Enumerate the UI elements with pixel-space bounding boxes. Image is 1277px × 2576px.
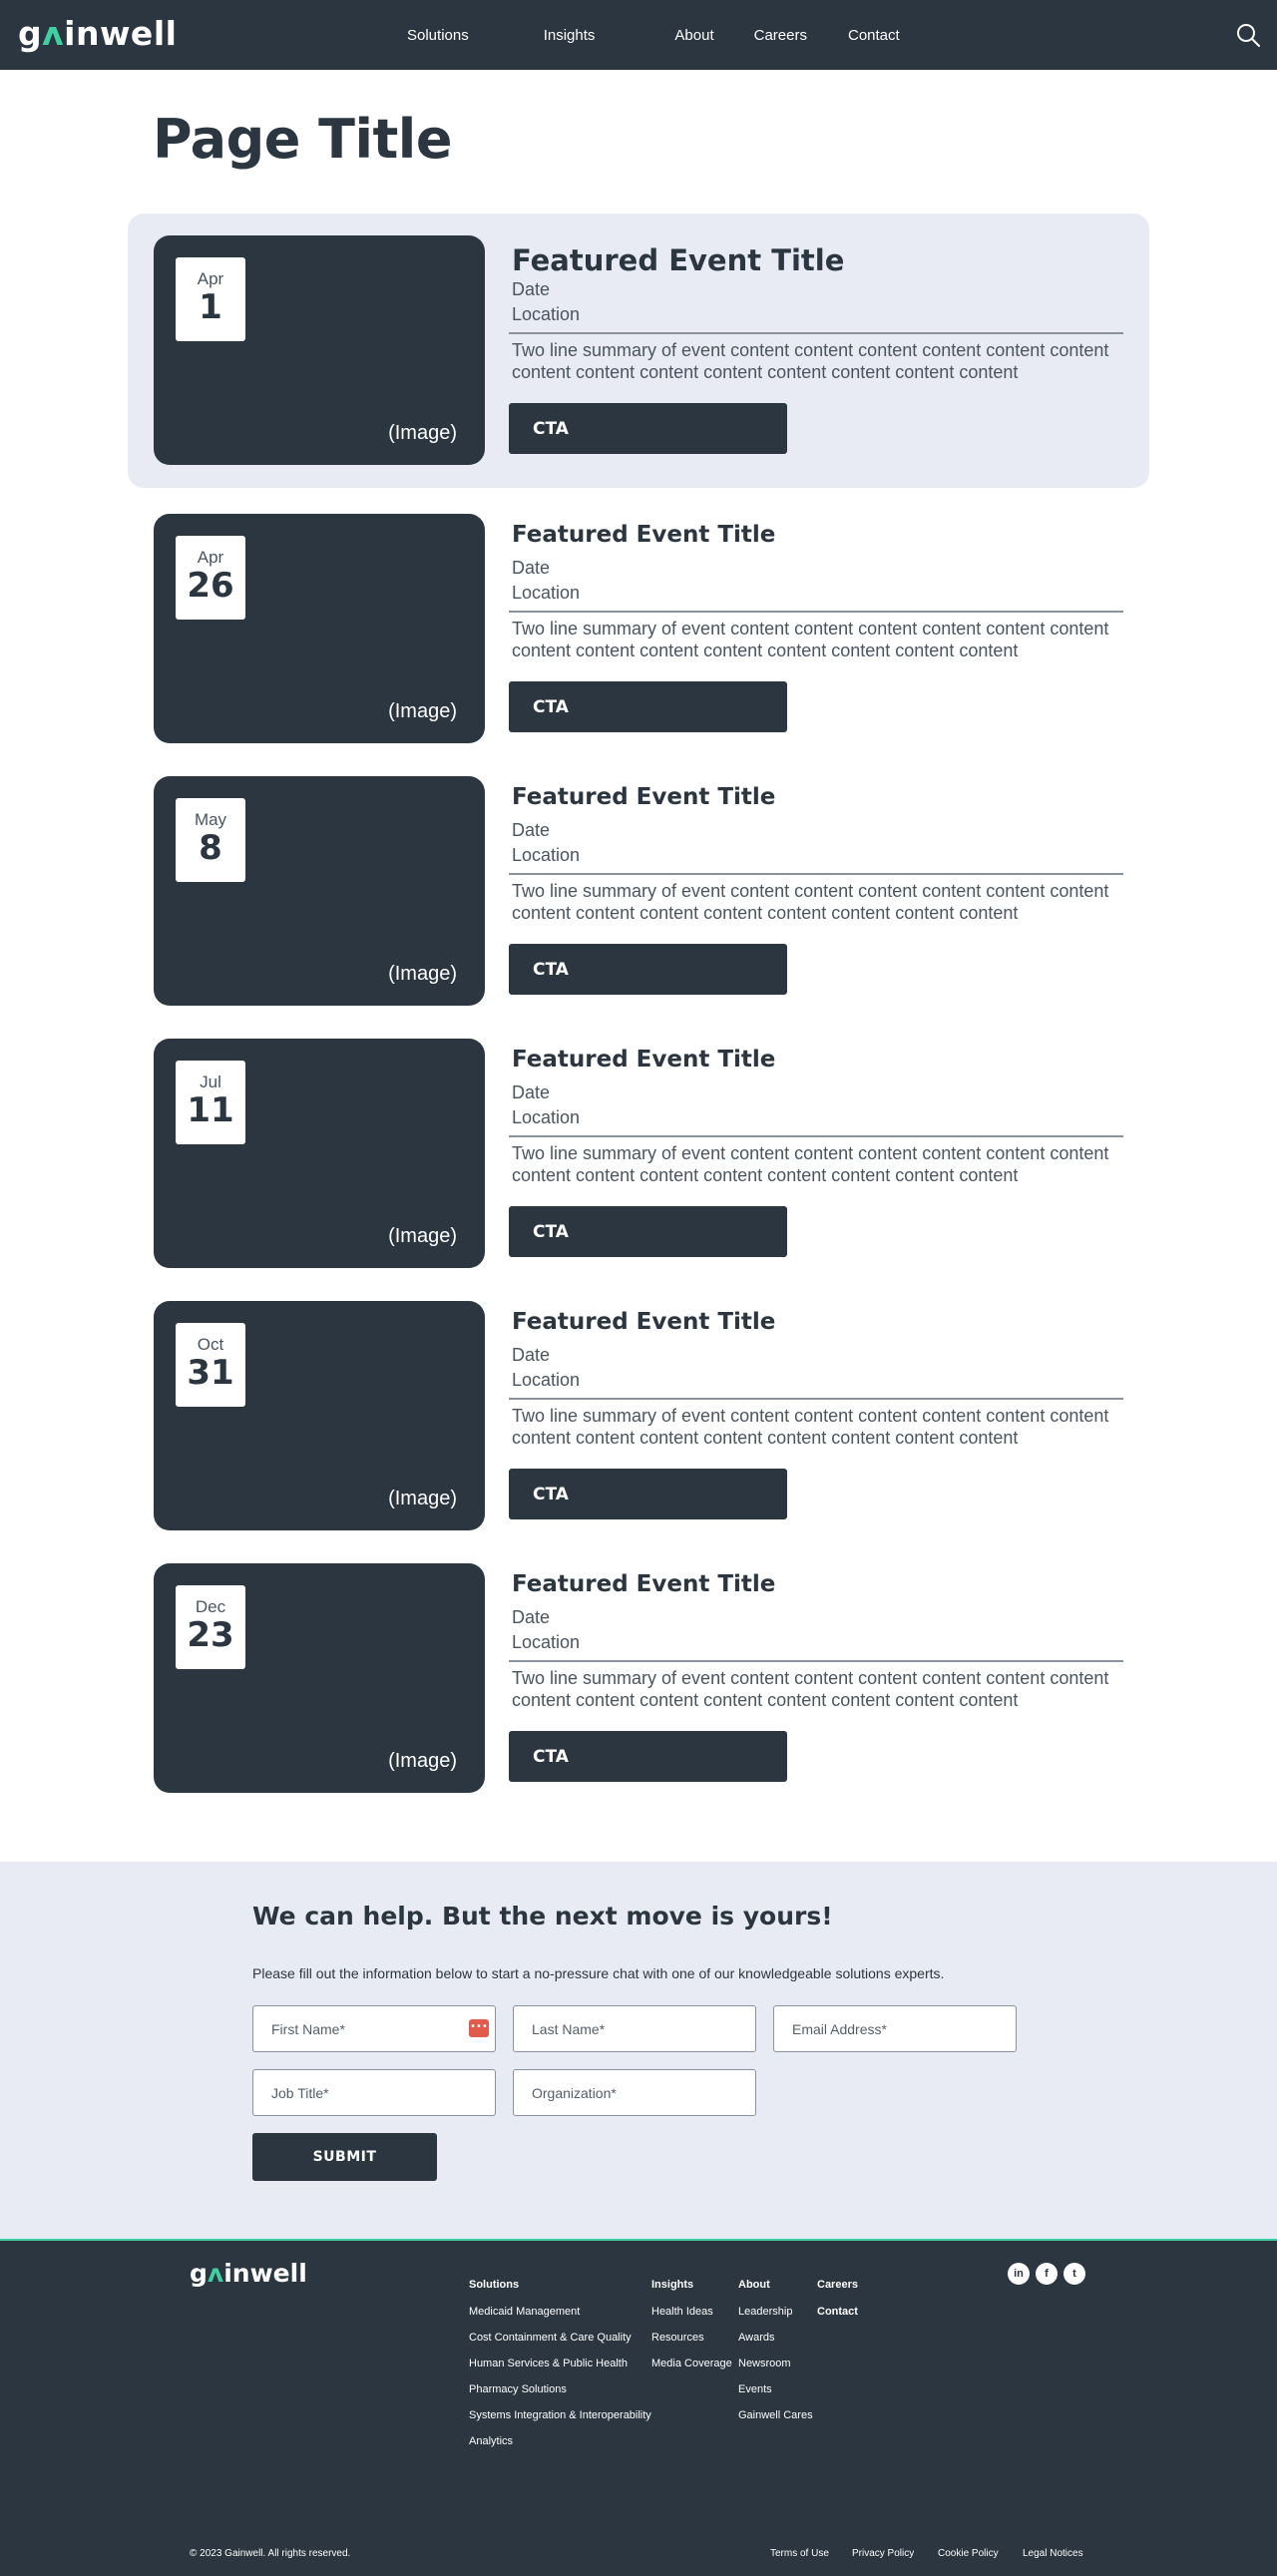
organization-field[interactable] [513, 2069, 756, 2116]
event-title[interactable]: Featured Event Title [512, 1309, 776, 1335]
footer-link[interactable]: Analytics [469, 2435, 514, 2447]
footer-link[interactable]: Cost Containment & Care Quality [469, 2332, 632, 2344]
footer-link[interactable]: Resources [651, 2332, 704, 2344]
footer-logo[interactable] [190, 2259, 307, 2288]
event-divider [509, 1660, 1123, 1662]
event-summary: Two line summary of event content content content content content content content content content content content content content content [512, 1668, 1109, 1710]
footer-heading-insights[interactable]: Insights [651, 2279, 694, 2291]
privacy-policy-link[interactable]: Privacy Policy [852, 2548, 915, 2559]
event-summary: Two line summary of event content content content content content content content content content content content content content content [512, 1406, 1109, 1448]
event-divider [509, 1135, 1123, 1137]
event-location: Location [512, 1107, 581, 1127]
event-divider [509, 873, 1123, 875]
footer-link[interactable]: Leadership [738, 2306, 793, 2318]
logo[interactable] [18, 14, 177, 53]
autofill-icon[interactable]: ••• [469, 2019, 489, 2037]
footer-link[interactable]: Gainwell Cares [738, 2409, 813, 2421]
footer-column-careers [817, 2279, 858, 2333]
event-location: Location [512, 845, 581, 865]
event-month: Dec [195, 1597, 226, 1616]
footer-link[interactable]: Pharmacy Solutions [469, 2383, 567, 2395]
event-day: 23 [187, 1615, 234, 1655]
image-placeholder-label: (Image) [388, 1225, 457, 1247]
event-title[interactable]: Featured Event Title [512, 784, 776, 810]
event-cta-button[interactable]: CTA [509, 1731, 787, 1782]
footer-link[interactable]: Awards [738, 2332, 775, 2344]
copyright: © 2023 Gainwell. All rights reserved. [190, 2548, 351, 2559]
event-title[interactable]: Featured Event Title [512, 522, 776, 548]
event-card [154, 514, 1125, 743]
footer-heading-about[interactable]: About [738, 2279, 770, 2291]
image-placeholder-label: (Image) [388, 1488, 457, 1509]
event-date: Date [512, 1345, 551, 1365]
image-placeholder-label: (Image) [388, 963, 457, 985]
footer-column-insights [651, 2279, 732, 2383]
facebook-icon[interactable]: f [1036, 2263, 1058, 2285]
event-title[interactable]: Featured Event Title [512, 1047, 776, 1073]
event-date: Date [512, 279, 551, 299]
logo-text-a: g [18, 14, 43, 53]
event-month: Oct [197, 1335, 224, 1354]
event-date: Date [512, 820, 551, 840]
event-card [154, 776, 1125, 1006]
nav-careers[interactable]: Careers [753, 26, 807, 44]
event-cta-button[interactable]: CTA [509, 1206, 787, 1257]
cookie-policy-link[interactable]: Cookie Policy [938, 2548, 999, 2559]
main-nav [379, 0, 900, 70]
event-date-badge [176, 257, 245, 341]
event-date-badge [176, 1585, 245, 1669]
event-date-badge [176, 798, 245, 882]
event-day: 31 [187, 1353, 234, 1393]
event-divider [509, 332, 1123, 334]
event-image [154, 776, 485, 1006]
event-day: 1 [199, 287, 222, 327]
event-cta-button[interactable]: CTA [509, 944, 787, 995]
nav-about[interactable]: About [674, 26, 714, 44]
event-divider [509, 1398, 1123, 1400]
event-month: Jul [200, 1073, 221, 1091]
event-card [154, 1301, 1125, 1530]
linkedin-icon[interactable]: in [1008, 2263, 1030, 2285]
terms-of-use-link[interactable]: Terms of Use [770, 2548, 829, 2559]
nav-contact[interactable]: Contact [847, 26, 900, 44]
footer-link[interactable]: Media Coverage [651, 2358, 732, 2369]
event-date-badge [176, 536, 245, 620]
event-date-badge [176, 1061, 245, 1144]
event-day: 11 [187, 1090, 234, 1130]
event-cta-button[interactable]: CTA [509, 403, 787, 454]
footer-heading-solutions[interactable]: Solutions [469, 2279, 520, 2291]
footer-link[interactable]: Newsroom [738, 2358, 791, 2369]
footer-link[interactable]: Human Services & Public Health [469, 2358, 628, 2369]
footer-column-about [738, 2279, 813, 2435]
search-icon[interactable] [1235, 22, 1261, 48]
image-placeholder-label: (Image) [388, 422, 457, 444]
event-month: Apr [197, 548, 224, 567]
contact-section [0, 1862, 1277, 2239]
last-name-field[interactable] [513, 2005, 756, 2052]
event-location: Location [512, 583, 581, 603]
event-date-badge [176, 1323, 245, 1407]
event-date: Date [512, 1082, 551, 1102]
event-title[interactable]: Featured Event Title [512, 1571, 776, 1597]
footer-heading-careers[interactable]: Careers [817, 2279, 858, 2291]
page-title: Page Title [153, 108, 452, 171]
job-title-field[interactable] [252, 2069, 496, 2116]
event-date: Date [512, 1607, 551, 1627]
event-summary: Two line summary of event content content content content content content content content content content content content content content [512, 340, 1109, 382]
footer-column-solutions [469, 2279, 651, 2461]
footer-logo-text-b: inwell [223, 2259, 307, 2288]
email-field[interactable] [773, 2005, 1017, 2052]
legal-notices-link[interactable]: Legal Notices [1023, 2548, 1083, 2559]
footer-heading-contact[interactable]: Contact [817, 2306, 858, 2318]
site-header [0, 0, 1277, 70]
event-card [154, 1563, 1125, 1793]
logo-text-accent: ʌ [42, 14, 65, 53]
featured-event [154, 235, 1125, 465]
event-summary: Two line summary of event content content content content content content content content content content content content content content [512, 881, 1109, 923]
contact-subtitle: Please fill out the information below to start a no-pressure chat with one of our knowledgeable solutions experts. [252, 1965, 945, 1981]
event-location: Location [512, 304, 581, 324]
event-card [154, 1039, 1125, 1268]
event-summary: Two line summary of event content content content content content content content content content content content content content content [512, 619, 1109, 660]
event-location: Location [512, 1632, 581, 1652]
submit-button[interactable]: SUBMIT [252, 2133, 437, 2181]
event-cta-button[interactable]: CTA [509, 1469, 787, 1519]
event-month: May [194, 810, 227, 829]
contact-title: We can help. But the next move is yours! [252, 1902, 833, 1931]
event-image [154, 514, 485, 743]
event-date: Date [512, 558, 551, 578]
footer-link[interactable]: Systems Integration & Interoperability [469, 2409, 651, 2421]
event-cta-button[interactable]: CTA [509, 681, 787, 732]
event-image [154, 235, 485, 465]
footer-link[interactable]: Events [738, 2383, 772, 2395]
event-month: Apr [197, 269, 224, 288]
footer-logo-text-a: g [190, 2259, 208, 2288]
event-location: Location [512, 1370, 581, 1390]
event-image [154, 1563, 485, 1793]
footer-link[interactable]: Health Ideas [651, 2306, 713, 2318]
nav-insights[interactable]: Insights [543, 26, 596, 44]
event-image [154, 1301, 485, 1530]
first-name-field[interactable] [252, 2005, 496, 2052]
footer-logo-text-accent: ʌ [207, 2259, 224, 2288]
site-footer [0, 2239, 1277, 2576]
image-placeholder-label: (Image) [388, 700, 457, 722]
logo-text-b: inwell [64, 14, 178, 53]
event-title[interactable]: Featured Event Title [512, 243, 845, 277]
event-summary: Two line summary of event content content content content content content content content content content content content content content [512, 1143, 1109, 1185]
event-divider [509, 611, 1123, 613]
footer-link[interactable]: Medicaid Management [469, 2306, 581, 2318]
event-day: 8 [199, 828, 222, 868]
twitter-icon[interactable]: t [1064, 2263, 1085, 2285]
image-placeholder-label: (Image) [388, 1750, 457, 1772]
event-day: 26 [187, 566, 234, 606]
nav-solutions[interactable]: Solutions [407, 26, 469, 44]
event-image [154, 1039, 485, 1268]
